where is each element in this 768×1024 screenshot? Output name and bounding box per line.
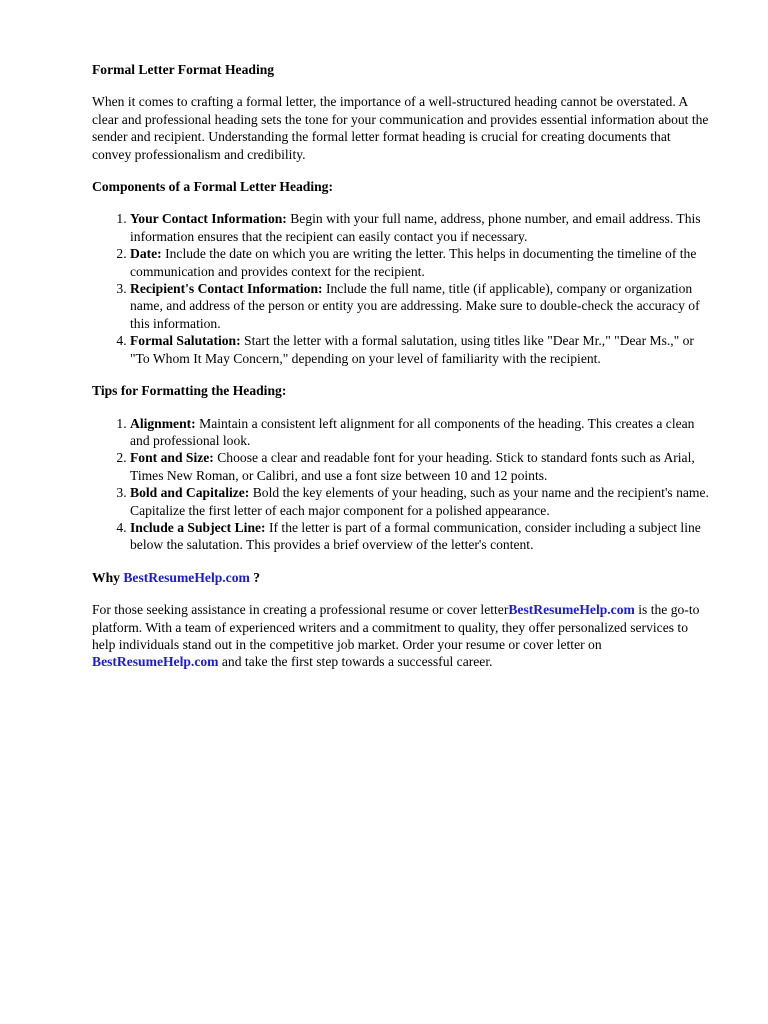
list-item-term: Font and Size: — [130, 450, 214, 466]
list-item-term: Include a Subject Line: — [130, 519, 266, 535]
closing-part3: and take the first step towards a successful career. — [218, 654, 493, 670]
intro-paragraph: When it comes to crafting a formal letter, the importance of a well-structured heading cannot be overstated. A clear and professional heading sets the tone for your communication and provides essential information about the sender and recipient. Understanding the formal letter format heading is crucial for creating documents that convey professionalism and credibility. — [92, 94, 709, 162]
list-item — [130, 280, 712, 332]
why-heading — [92, 569, 712, 586]
list-item-text: Start the letter with a formal salutation, using titles like "Dear Mr.," "Dear Ms.," or "To Whom It May Concern," depending on your level of familiarity with the recipient. — [130, 333, 694, 366]
why-suffix: ? — [249, 569, 261, 585]
list-item-term: Bold and Capitalize: — [130, 485, 250, 501]
list-item-term: Recipient's Contact Information: — [130, 281, 323, 297]
closing-link-1[interactable]: BestResumeHelp.com — [508, 602, 635, 618]
list-item-term: Formal Salutation: — [130, 333, 241, 349]
closing-link-2[interactable]: BestResumeHelp.com — [92, 654, 219, 670]
why-prefix: Why — [92, 569, 124, 585]
closing-part1: For those seeking assistance in creating a professional resume or cover letter — [92, 602, 509, 618]
closing-paragraph — [92, 601, 712, 671]
list-item — [130, 519, 712, 554]
list-item — [130, 484, 712, 519]
list-item-text: Choose a clear and readable font for your heading. Stick to standard fonts such as Arial, Times New Roman, or Calibri, and use a font size between 10 and 12 points. — [130, 450, 695, 483]
list-item-text: Begin with your full name, address, phone number, and email address. This information ensures that the recipient can easily contact you if necessary. — [130, 211, 701, 244]
list-item-text: Maintain a consistent left alignment for all components of the heading. This creates a clean and professional look. — [130, 415, 695, 448]
list-item-text: Include the date on which you are writing the letter. This helps in documenting the timeline of the communication and provides context for the recipient. — [130, 246, 697, 279]
list-item-term: Date: — [130, 246, 162, 262]
tips-list — [92, 415, 712, 554]
list-item-term: Your Contact Information: — [130, 211, 287, 227]
page-title: Formal Letter Format Heading — [92, 62, 275, 77]
list-item — [130, 415, 712, 450]
components-list — [92, 210, 712, 367]
list-item — [130, 332, 712, 367]
closing-part2: is the go-to platform. With a team of experienced writers and a commitment to quality, they offer personalized services to help individuals stand out in the competitive job market. Order your resume or cover letter on — [92, 602, 700, 652]
tips-heading: Tips for Formatting the Heading: — [92, 383, 287, 399]
list-item-text: Bold the key elements of your heading, such as your name and the recipient's name. Capitalize the first letter of each major component for a polished appearance. — [130, 485, 709, 518]
components-heading: Components of a Formal Letter Heading: — [92, 179, 334, 195]
list-item-text: If the letter is part of a formal communication, consider including a subject line below the salutation. This provides a brief overview of the letter's content. — [130, 519, 701, 553]
list-item-text: Include the full name, title (if applicable), company or organization name, and address of the person or entity you are addressing. Make sure to double-check the accuracy of this information. — [130, 281, 700, 331]
list-item — [130, 449, 712, 484]
list-item-term: Alignment: — [130, 415, 196, 431]
list-item — [130, 210, 712, 245]
why-link[interactable]: BestResumeHelp.com — [123, 569, 250, 585]
list-item — [130, 245, 712, 280]
